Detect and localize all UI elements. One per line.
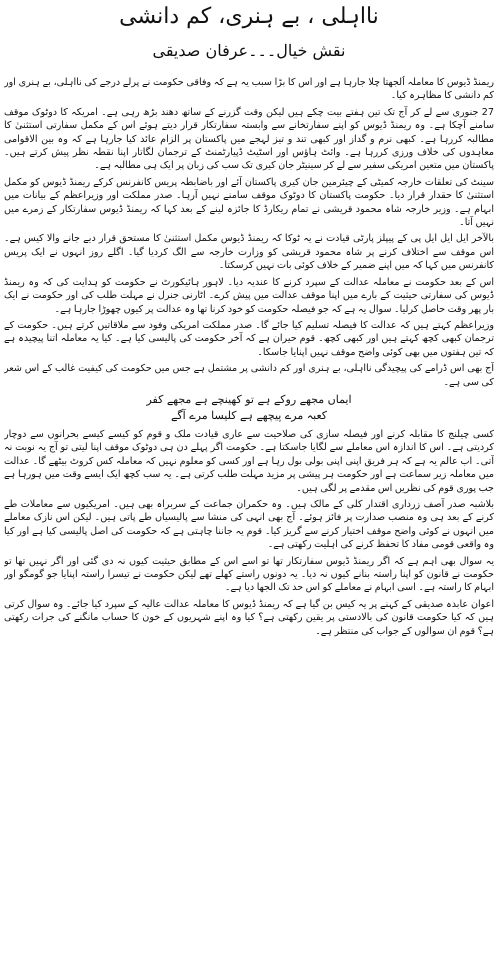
paragraph: 27 جنوری سے لے کر آج تک تین ہفتے بیت چکے ہیں لیکن وقت گزرنے کے ساتھ دھند بڑھ رہی ہے۔ امریکہ کا دوٹوک موقف سامنے آچکا ہے۔ وہ ریمنڈ ڈیوس کو اپنے سفارتخانے سے وابستہ سفارتکار قرار دیتے ہوئے اس کے مکمل سفارتی استثنیٰ کا مطالبہ کررہا ہے۔ کبھی نرم و گداز اور کبھی تند و تیز لہجے میں پاکستان پر الزام عائد کیا جارہا ہے کہ وہ بین الاقوامی معاہدوں کی خلاف ورزی کررہا ہے۔ وائٹ ہاؤس اور اسٹیٹ ڈپیارٹمنٹ کے ترجمان لگاتار اپنا نقطہ نظر پیش کرتے ہیں۔ پاکستان میں متعین امریکی سفیر سے لے کر سینیٹر جان کیری تک سب کی زبان پر ایک ہی مطالبہ ہے۔: [4, 106, 494, 172]
paragraph: یہ سوال بھی اہم ہے کہ اگر ریمنڈ ڈیوس سفارتکار تھا تو اسے اس کے مطابق حیثیت کیوں نہ دی گئی اور اگر نہیں تھا تو حکومت نے قانون کو اپنا راستہ بنانے کیوں نہ دیا۔ یہ دونوں راستے کھلے تھے لیکن حکومت نے تیسرا راستہ اپنایا جو گومگو اور ابہام کا راستہ ہے۔ اسی ابہام نے معاملے کو اس حد تک الجھا دیا ہے۔: [4, 555, 494, 594]
paragraph: اعوان عابدہ صدیقی کے کہنے پر یہ کیس بن گیا ہے کہ ریمنڈ ڈیوس کا معاملہ عدالت عالیہ کے سپرد کیا جائے۔ وہ سوال کرتی ہیں کہ کیا حکومت قانون کی بالادستی پر یقین رکھتی ہے؟ کیا وہ اپنے شہریوں کے خون کا حساب مانگنے کی جرات رکھتی ہے؟ قوم ان سوالوں کے جواب کی منتظر ہے۔: [4, 598, 494, 637]
verse-line: کعبہ مرے پیچھے ہے کلیسا مرے آگے: [170, 408, 328, 422]
paragraph: اس کے بعد حکومت نے معاملہ عدالت کے سپرد کرنے کا عندیہ دیا۔ لاہور ہائیکورٹ نے حکومت کو ہدایت کی کہ وہ ریمنڈ ڈیوس کی سفارتی حیثیت کے بارے میں اپنا موقف عدالت میں پیش کرے۔ اٹارنی جنرل نے مہلت طلب کی اور حکومت نے ایک بار پھر وقت حاصل کرلیا۔ سوال یہ ہے کہ جو فیصلہ حکومت کو خود کرنا تھا وہ عدالت پر کیوں چھوڑا جارہا ہے۔: [4, 276, 494, 315]
paragraph: بلاشبہ صدر آصف زرداری اقتدار کلی کے مالک ہیں۔ وہ حکمران جماعت کے سربراہ بھی ہیں۔ امریکیوں سے معاملات طے کرنے کے بعد ہی وہ منصب صدارت پر فائز ہوئے۔ آج بھی انہی کی منشا سے پالیسیاں طے پاتی ہیں۔ لیکن اس نازک معاملے میں انہوں نے کوئی واضح موقف اختیار کرنے سے گریز کیا۔ قوم یہ جاننا چاہتی ہے کہ حکومت کی اصل پالیسی کیا ہے اور کیا وہ واقعی قومی مفاد کا تحفظ کرنے کی اہلیت رکھتی ہے۔: [4, 498, 494, 551]
paragraph: کسی چیلنج کا مقابلہ کرنے اور فیصلہ سازی کی صلاحیت سے عاری قیادت ملک و قوم کو کیسے کیسے بحرانوں سے دوچار کردیتی ہے۔ اس کا اندازہ اس معاملے سے لگایا جاسکتا ہے۔ حکومت اگر پہلے دن ہی دوٹوک موقف اپنا لیتی تو آج یہ نوبت نہ آتی۔ اب عالم یہ ہے کہ ہر فریق اپنی اپنی بولی بول رہا ہے اور کسی کو معلوم نہیں کہ معاملہ کس کروٹ بیٹھے گا۔ عدالت میں معاملہ زیر سماعت ہے اور حکومت ہر پیشی پر مزید مہلت طلب کرتی ہے۔ یہ سب کچھ ایک ایسے وقت میں ہورہا ہے جب پوری قوم کی نظریں اس مقدمے پر لگی ہیں۔: [4, 428, 494, 494]
paragraph: سینٹ کی تعلقات خارجہ کمیٹی کے چیئرمین جان کیری پاکستان آئے اور باضابطہ پریس کانفرنس کرکے ریمنڈ ڈیوس کو مکمل استثنیٰ کا حقدار قرار دیا۔ حکومت پاکستان کا دوٹوک موقف سامنے نہیں آرہا۔ صدر مملکت اور وزیراعظم کے بیانات میں ابہام ہے۔ وزیر خارجہ شاہ محمود قریشی نے تمام ریکارڈ کا جائزہ لینے کے بعد کہا کہ ریمنڈ ڈیوس سفارتکار کے زمرے میں نہیں آتا۔: [4, 176, 494, 229]
article-body: [4, 76, 494, 974]
paragraph: بالآخر ایل ایل ایل پی کے پیپلز پارٹی قیادت نے یہ ٹوکا کہ ریمنڈ ڈیوس مکمل استثنیٰ کا مستحق قرار دیے جانے والا کیس ہے۔ اس موقف سے اختلاف کرنے پر شاہ محمود قریشی کو وزارت خارجہ سے الگ کردیا گیا۔ اگلے روز انہوں نے ایک پریس کانفرنس میں کہا کہ میں اپنے ضمیر کے خلاف کوئی بات نہیں کرسکتا۔: [4, 233, 494, 272]
paragraph: آج بھی اس ڈرامے کی پیچیدگی نااہلی، بے ہنری اور کم دانشی پر مشتمل ہے جس میں حکومت کی کیفیت غالب کے اس شعر کی سی ہے۔: [4, 363, 494, 388]
paragraph: وزیراعظم کہتے ہیں کہ عدالت کا فیصلہ تسلیم کیا جائے گا۔ صدر مملکت امریکی وفود سے ملاقاتیں کرتے ہیں۔ حکومت کے ترجمان کبھی کچھ کہتے ہیں اور کبھی کچھ۔ قوم حیران ہے کہ آخر حکومت کی پالیسی کیا ہے۔ کیا یہ معاملہ اتنا پیچیدہ ہے کہ تین ہفتوں میں بھی کوئی واضح موقف نہیں اپنایا جاسکا۔: [4, 319, 494, 358]
verse-line: ایماں مجھے روکے ہے تو کھینچے ہے مجھے کفر: [146, 392, 352, 406]
article-byline: نقش خیال۔۔۔عرفان صدیقی: [152, 41, 346, 60]
paragraph: ریمنڈ ڈیوس کا معاملہ اُلجھتا چلا جارہا ہے اور اس کا بڑا سبب یہ ہے کہ وفاقی حکومت نے پرلے درجے کی نااہلی، بے ہنری اور کم دانشی کا مظاہرہ کیا۔: [4, 77, 494, 102]
article-headline: نااہلی ، بے ہنری، کم دانشی: [119, 4, 379, 29]
poetry-verse: [4, 392, 494, 424]
